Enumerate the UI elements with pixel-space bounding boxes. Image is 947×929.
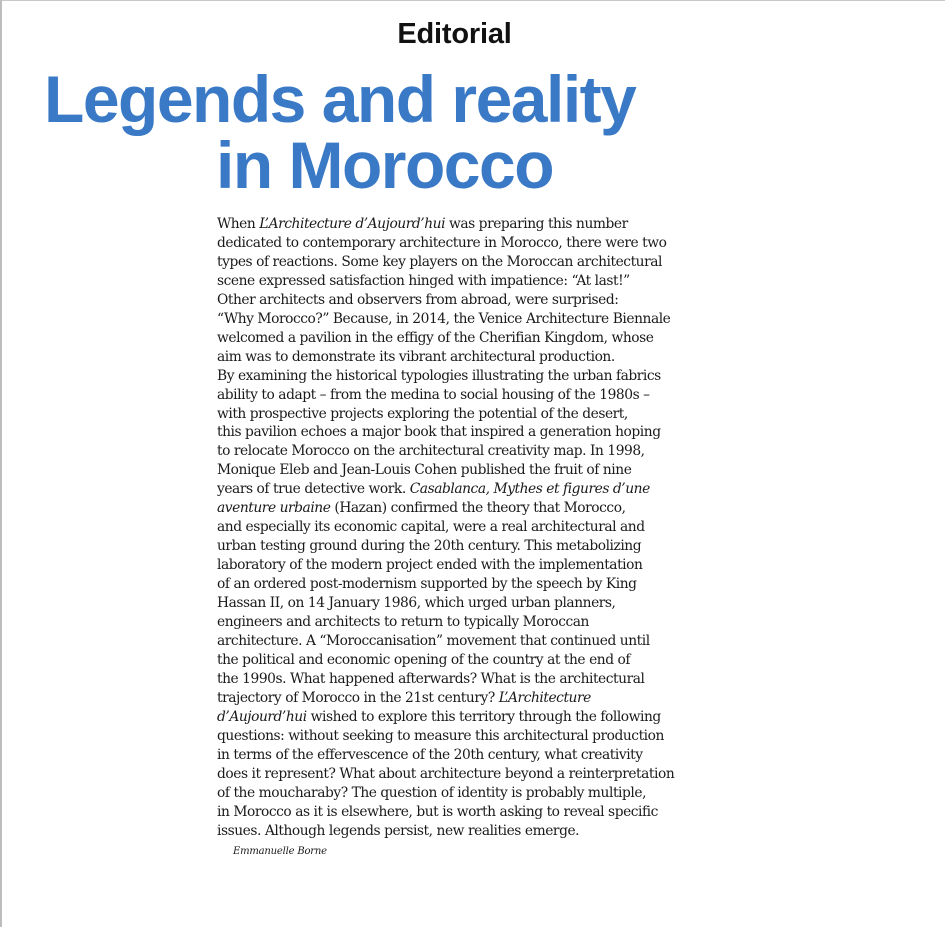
body-line: types of reactions. Some key players on the Moroccan architectural xyxy=(217,253,662,270)
body-line: to relocate Morocco on the architectural creativity map. In 1998, xyxy=(217,443,645,460)
headline-line-1: Legends and reality xyxy=(44,62,636,136)
body-line: “Why Morocco?” Because, in 2014, the Venice Architecture Biennale xyxy=(217,310,671,327)
body-line: scene expressed satisfaction hinged with impatience: “At last!” xyxy=(217,272,630,289)
body-line: in terms of the effervescence of the 20th century, what creativity xyxy=(217,746,643,763)
body-line: aim was to demonstrate its vibrant architectural production. xyxy=(217,348,615,365)
body-line: architecture. A “Moroccanisation” movement that continued until xyxy=(217,632,650,649)
body-line: Monique Eleb and Jean-Louis Cohen published the fruit of nine xyxy=(217,462,632,479)
body-line: ability to adapt – from the medina to social housing of the 1980s – xyxy=(217,386,650,403)
body-line: When L’Architecture d’Aujourd’hui was preparing this number xyxy=(217,216,628,232)
body-line: trajectory of Morocco in the 21st century? L’Architecture xyxy=(217,689,591,706)
article-headline xyxy=(44,62,744,202)
body-line: engineers and architects to return to typically Moroccan xyxy=(217,614,589,631)
body-line: welcomed a pavilion in the effigy of the Cherifian Kingdom, whose xyxy=(217,329,654,346)
body-line: laboratory of the modern project ended with the implementation xyxy=(217,557,643,574)
body-line: this pavilion echoes a major book that inspired a generation hoping xyxy=(217,424,661,441)
body-line: with prospective projects exploring the potential of the desert, xyxy=(217,405,628,422)
body-line: of the moucharaby? The question of identity is probably multiple, xyxy=(217,784,647,801)
article-body xyxy=(217,215,702,840)
body-line: in Morocco as it is elsewhere, but is worth asking to reveal specific xyxy=(217,803,658,820)
body-line: dedicated to contemporary architecture in Morocco, there were two xyxy=(217,234,667,251)
italic-title: d’Aujourd’hui xyxy=(217,708,307,725)
body-line: the political and economic opening of the country at the end of xyxy=(217,651,631,668)
italic-title: Casablanca, Mythes et figures d’une xyxy=(409,481,650,498)
section-kicker: Editorial xyxy=(397,18,512,50)
body-line: Other architects and observers from abroad, were surprised: xyxy=(217,291,619,308)
author-signature: Emmanuelle Borne xyxy=(233,846,327,857)
body-line: urban testing ground during the 20th century. This metabolizing xyxy=(217,538,642,555)
body-line: By examining the historical typologies illustrating the urban fabrics xyxy=(217,367,661,384)
body-line: Hassan II, on 14 January 1986, which urged urban planners, xyxy=(217,595,616,612)
body-line: and especially its economic capital, were a real architectural and xyxy=(217,519,645,536)
headline-line-2: in Morocco xyxy=(216,128,554,202)
body-line: years of true detective work. Casablanca, Mythes et figures d’une xyxy=(217,481,650,498)
body-line: aventure urbaine (Hazan) confirmed the theory that Morocco, xyxy=(217,500,626,517)
italic-title: L’Architecture xyxy=(498,689,591,706)
body-line: the 1990s. What happened afterwards? What is the architectural xyxy=(217,670,645,687)
italic-title: L’Architecture d’Aujourd’hui xyxy=(259,216,446,232)
italic-title: aventure urbaine xyxy=(217,500,331,517)
body-line: issues. Although legends persist, new realities emerge. xyxy=(217,822,580,839)
body-line: of an ordered post-modernism supported by the speech by King xyxy=(217,576,637,593)
body-line: does it represent? What about architecture beyond a reinterpretation xyxy=(217,765,675,782)
body-line: questions: without seeking to measure this architectural production xyxy=(217,727,664,744)
body-line: d’Aujourd’hui wished to explore this territory through the following xyxy=(217,708,661,725)
